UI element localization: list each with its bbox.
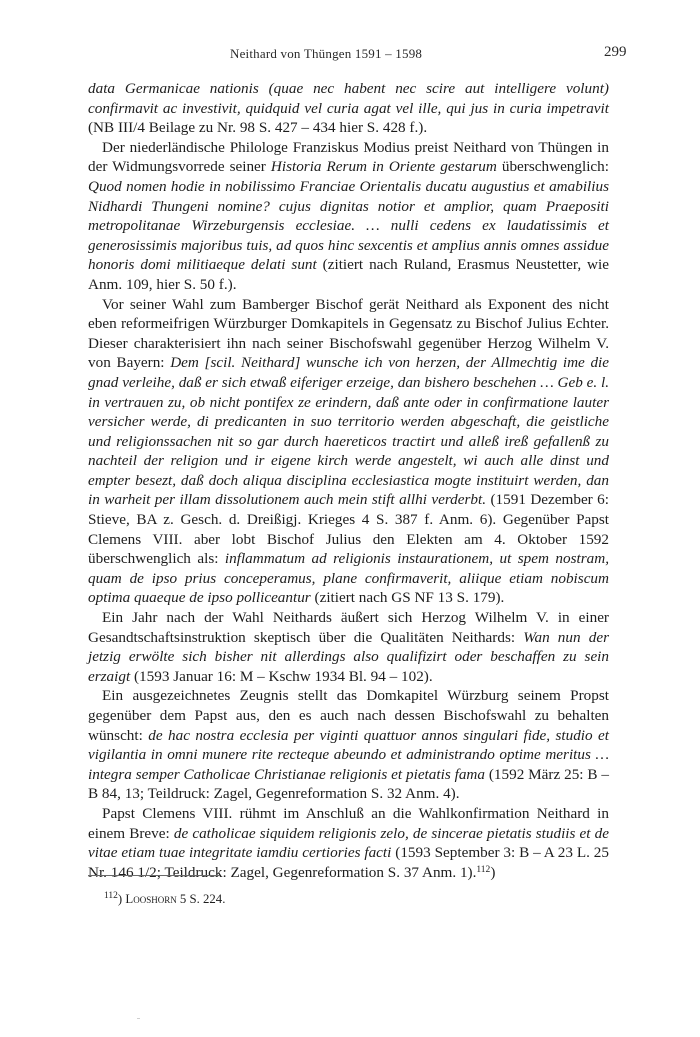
text-run: (1592 März 25: B – B 84, 13; Teildruck: Zagel, Gegenreformation S. 32 Anm. 4). [88,765,609,803]
paragraph [88,608,609,686]
footnote-divider [88,875,220,876]
running-head: Neithard von Thüngen 1591 – 1598 [230,46,423,61]
text-run: ) [490,863,496,881]
paragraph [88,138,609,295]
text-run: überschwenglich: [496,158,609,176]
paragraph [88,79,609,138]
text-run: (1593 Januar 16: M – Kschw 1934 Bl. 94 – 102). [130,667,433,685]
latin-quote: Dem [scil. Neithard] wunsche ich von herzen, der Allmechtig ime die gnad verleihe, daß er sich etwaß eiferiger erzeige, dan bishero beschehen … Geb e. l. in vertrauen zu, ob nicht pontifex ze erindern, daß ante oder in confirmatione lauter versicher werde, di predicanten in suo territorio werden abgeschaft, die geistliche und religionssachen nit so gar durch haereticos tractirt und alleß ireß gefallenß zu nachteil der religion und ir eigene kirch werde angestelt, wi auch alle dinst und empter besezt, daß doch aliqua disciplina ecclesiastica mogte instituirt werden, dan in warheit per illam dissolutionem auch mein stift allhi verderbt. [88,354,609,509]
paragraph [88,295,609,609]
footnote [104,891,609,907]
text-run: Papst Clemens VIII. rühmt im Anschluß an die Wahlkonfirmation Neithard in einem Breve: [88,804,609,842]
latin-quote: Wan nun der jetzig erwölte sich bisher nit allerdings also qualifizirt oder beschaffen zu sein erzaigt [88,628,609,685]
text-run: (zitiert nach GS NF 13 S. 179). [310,589,505,607]
body-text [88,79,609,882]
footnote-text: 5 S. 224. [176,892,226,906]
text-run: (NB III/4 Beilage zu Nr. 98 S. 427 – 434 hier S. 428 f.). [88,119,428,137]
paragraph [88,686,609,804]
text-run: Ein ausgezeichnetes Zeugnis stellt das Domkapitel Würzburg seinem Propst gegenüber dem Papst aus, den es auch nach dessen Bischofswahl zu behalten wünscht: [88,687,609,744]
page-number: 299 [604,44,627,60]
text-run: (1593 September 3: B – A 23 L. 25 Nr. 146 1/2; Teildruck: Zagel, Gegenreformation S. 37 Anm. 1). [88,844,609,881]
paragraph [88,804,609,882]
scan-speck [137,1018,140,1019]
text-run: Ein Jahr nach der Wahl Neithards äußert sich Herzog Wilhelm V. in einer Gesandtschaftsinstruktion skeptisch über die Qualitäten Neithards: [88,609,609,646]
footnote-ref: 112 [476,864,491,875]
footnote-author: Looshorn [125,892,177,906]
latin-quote: Historia Rerum in Oriente gestarum [270,158,497,176]
text-run: (zitiert nach Ruland, Erasmus Neustetter, wie Anm. 109, hier S. 50 f.). [88,256,609,293]
text-run: Vor seiner Wahl zum Bamberger Bischof gerät Neithard als Exponent des nicht eben reformeifrigen Würzburger Domkapitels in Gegensatz zu Bischof Julius Echter. Dieser charakterisiert ihn nach seiner Bischofswahl gegenüber Herzog Wilhelm V. von Bayern: [88,295,609,372]
text-run: Der niederländische Philologe Franziskus Modius preist Neithard von Thüngen in der Widmungsvorrede seiner [88,138,609,176]
footnote-paren: ) [117,892,123,906]
latin-quote: data Germanicae nationis (quae nec habent nec scire aut intelligere volunt) confirmavit ac investivit, quidquid vel curia agat vel ille, qui jus in curia impetravit [88,80,609,117]
latin-quote: inflammatum ad religionis instaurationem, ut spem nostram, quam de ipso prius conceperamus, plane confirmaverit, aliique etiam nobiscum optima quaeque de ipso polliceantur [88,550,609,607]
footnote-number: 112 [104,891,118,901]
latin-quote: de catholicae siquidem religionis zelo, de sincerae pietatis studiis et de vitae etiam tuae integritate iamdiu certiories facti [88,824,609,862]
latin-quote: Quod nomen hodie in nobilissimo Franciae Orientalis ducatu augustius et amabilius Nidhardi Thungeni nomine? cujus dignitas notior et amplior, quam Praepositi metropolitanae Wirzeburgensis ecclesiae. … nulli cedens ex laudatissimis et generosissimis majoribus tuis, ad quos hinc sexcentis et amplius annis omnes assidue honoris domi militiaeque delati sunt [88,177,609,274]
latin-quote: de hac nostra ecclesia per viginti quattuor annos singulari fide, studio et vigilantia in omni munere rite recteque abeundo et administrando optime meritus … integra semper Catholicae Christianae religionis et pietatis fama [88,726,609,783]
text-run: (1591 Dezember 6: Stieve, BA z. Gesch. d. Dreißigj. Krieges 4 S. 387 f. Anm. 6). Gegenüber Papst Clemens VIII. aber lobt Bischof Julius den Elekten am 4. Oktober 1592 überschwenglich als: [88,491,609,568]
